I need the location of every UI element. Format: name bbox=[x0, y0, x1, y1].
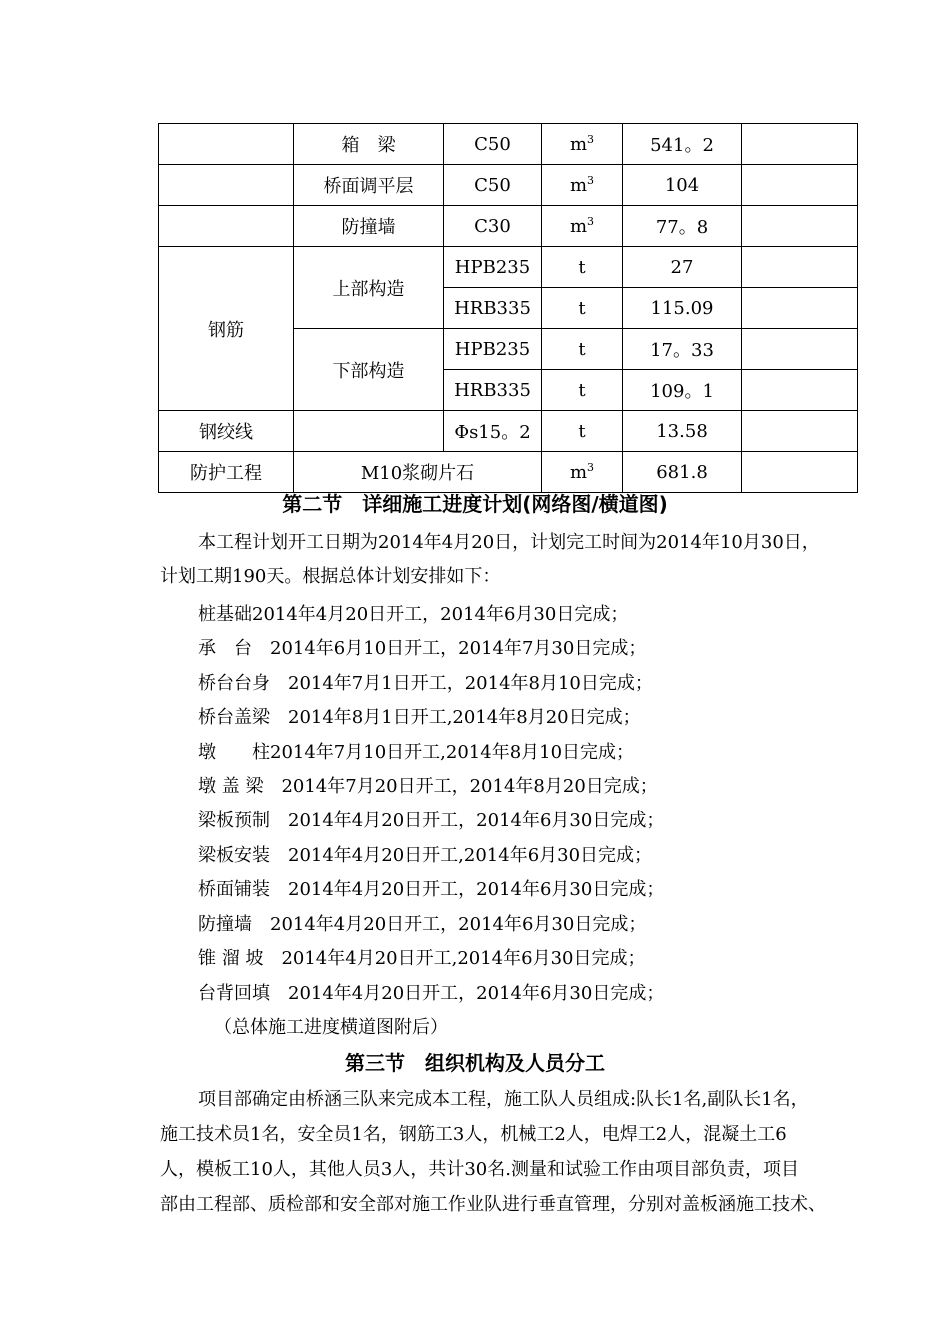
section2-title: 第二节 详细施工进度计划(网络图/横道图) bbox=[282, 492, 668, 516]
schedule-item: 梁板预制 2014年4月20日开工，2014年6月30日完成； bbox=[198, 810, 665, 831]
item-cell: 箱 梁 bbox=[294, 124, 444, 165]
schedule-item: 桥台盖梁 2014年8月1日开工,2014年8月20日完成； bbox=[198, 707, 641, 728]
table-row: 防护工程 M10浆砌片石 $m^3$ 681.8 bbox=[159, 452, 858, 493]
table-row: 钢绞线 Φs15。2 t 13.58 bbox=[159, 411, 858, 452]
table-row: HRB335 t 115.09 bbox=[159, 288, 858, 329]
schedule-item: 桩基础2014年4月20日开工，2014年6月30日完成； bbox=[198, 604, 629, 625]
org-paragraph-line: 施工技术员1名，安全员1名，钢筋工3人，机械工2人，电焊工2人，混凝土工6 bbox=[160, 1124, 787, 1145]
schedule-item: 防撞墙 2014年4月20日开工，2014年6月30日完成； bbox=[198, 914, 647, 935]
schedule-item: 承 台 2014年6月10日开工，2014年7月30日完成； bbox=[198, 638, 647, 659]
schedule-item: 锥 溜 坡 2014年4月20日开工,2014年6月30日完成； bbox=[198, 948, 646, 969]
quantity-table bbox=[158, 123, 858, 493]
table-row: 防撞墙 C30 $m^3$ 77。8 bbox=[159, 206, 858, 247]
item-cell: 桥面调平层 bbox=[294, 165, 444, 206]
org-paragraph-line: 人，模板工10人，其他人员3人，共计30名.测量和试验工作由项目部负责，项目 bbox=[160, 1159, 799, 1180]
schedule-item: 墩 柱2014年7月10日开工,2014年8月10日完成； bbox=[198, 742, 635, 763]
schedule-item: 桥台台身 2014年7月1日开工，2014年8月10日完成； bbox=[198, 673, 653, 694]
org-paragraph-line: 部由工程部、质检部和安全部对施工作业队进行垂直管理，分别对盖板涵施工技术、 bbox=[160, 1194, 826, 1215]
schedule-item: 桥面铺装 2014年4月20日开工，2014年6月30日完成； bbox=[198, 879, 665, 900]
schedule-note: （总体施工进度横道图附后） bbox=[214, 1017, 448, 1038]
intro-line: 本工程计划开工日期为2014年4月20日，计划完工时间为2014年10月30日， bbox=[198, 532, 820, 553]
schedule-item: 台背回填 2014年4月20日开工，2014年6月30日完成； bbox=[198, 983, 665, 1004]
table-row: 箱 梁 C50 $m^3$ 541。2 bbox=[159, 124, 858, 165]
org-paragraph-line: 项目部确定由桥涵三队来完成本工程，施工队人员组成:队长1名,副队长1名， bbox=[198, 1089, 809, 1110]
schedule-item: 梁板安装 2014年4月20日开工,2014年6月30日完成； bbox=[198, 845, 653, 866]
section3-title: 第三节 组织机构及人员分工 bbox=[345, 1051, 605, 1075]
schedule-item: 墩 盖 梁 2014年7月20日开工，2014年8月20日完成； bbox=[198, 776, 658, 797]
table-row: HRB335 t 109。1 bbox=[159, 370, 858, 411]
table-row: 钢筋 上部构造 HPB235 t 27 bbox=[159, 247, 858, 288]
table-row: 桥面调平层 C50 $m^3$ 104 bbox=[159, 165, 858, 206]
item-cell: 防撞墙 bbox=[294, 206, 444, 247]
rebar-category: 钢筋 bbox=[159, 247, 294, 411]
table-row: 下部构造 HPB235 t 17。33 bbox=[159, 329, 858, 370]
intro-line: 计划工期190天。根据总体计划安排如下： bbox=[160, 566, 501, 587]
